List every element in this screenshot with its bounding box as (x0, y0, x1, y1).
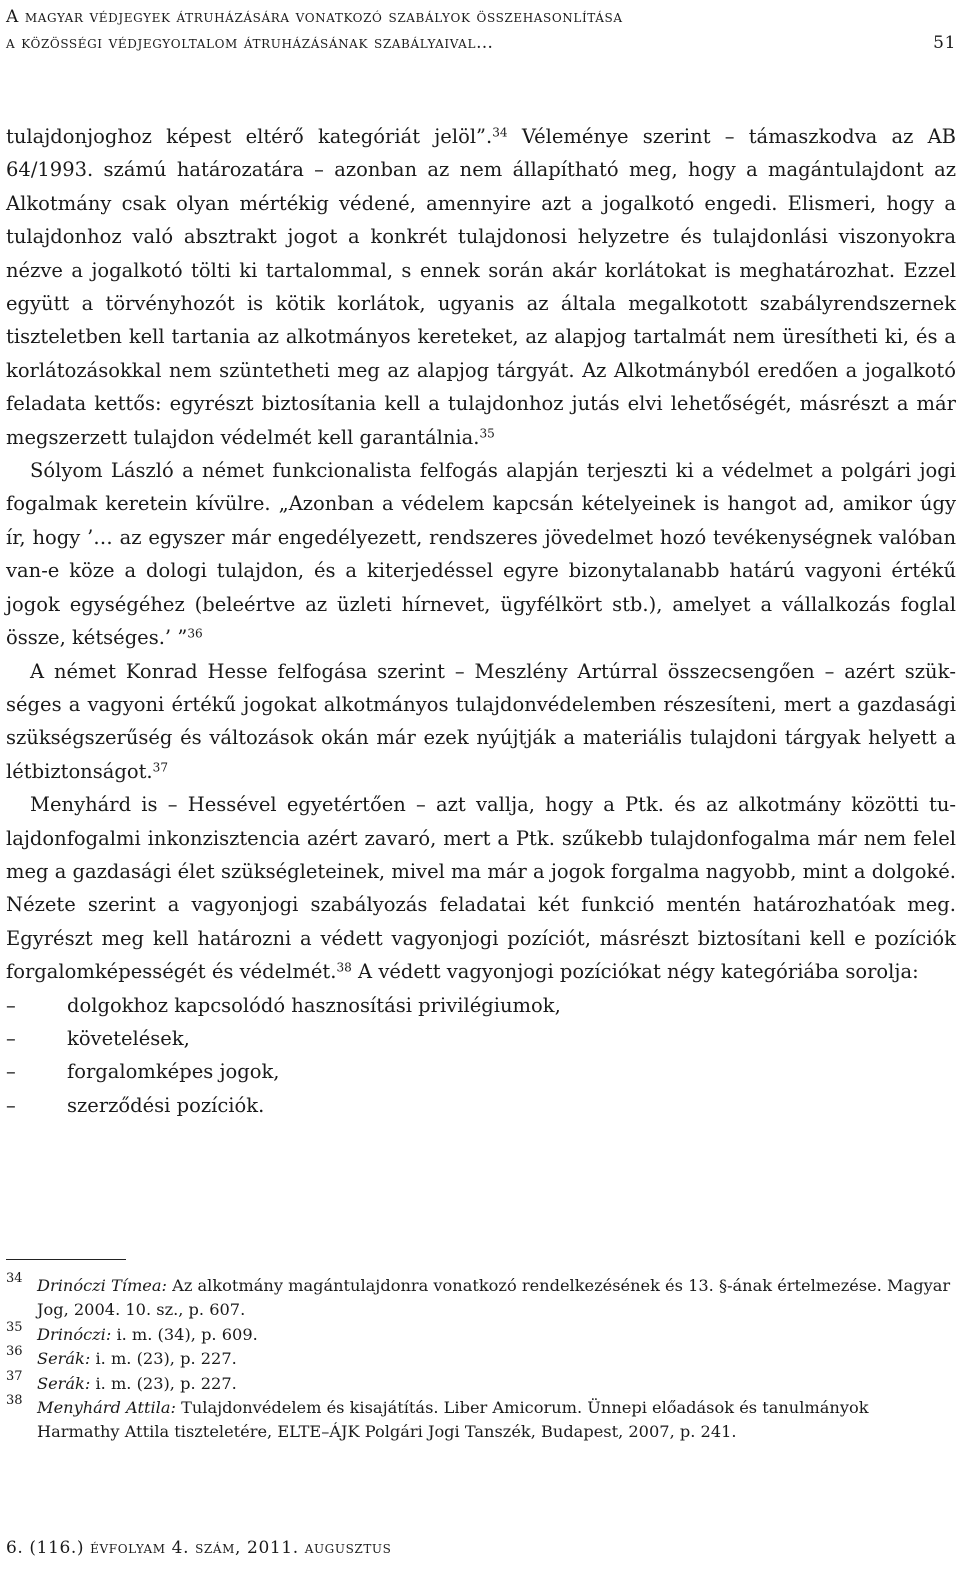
paragraph-1-text-b: Véleménye szerint – támaszkodva az AB 64/1993. számú határozatára – azonban az nem állapítható meg, hogy a magántulajdont az Alkotmány csak olyan mértékig védené, amennyire azt a jogalkotó engedi. Elismeri, hogy a tulajdonhoz való absztrakt jogot a konkrét tulajdonosi helyzetre és tulajdonlási viszonyokra nézve a jogalkotó tölti ki tartalommal, s ennek során akár korlátokat is meghatározhat. Ezzel együtt a törvényhozót is kötik korlátok, ugyanis az általa megalkotott szabályrendszernek tiszteletben kell tartania az alkotmányos kereteket, az alapjog tartalmát nem üresítheti ki, és a korlátozásokkal nem szüntetheti meg az alapjog tárgyát. Az Alkotmányból eredően a jogalkotó feladata kettős: egyrészt biztosítania kell a tulajdonhoz jutás elvi lehetőségét, másrészt a már megszerzett tulajdon védelmét kell garantálnia. (6, 125, 956, 449)
footnote-ref-35: 35 (479, 426, 495, 441)
paragraph-2 (6, 454, 956, 654)
footnote-author: Drinóczi: (37, 1324, 112, 1344)
footnotes (6, 1271, 956, 1445)
list-item (6, 1055, 956, 1088)
list-item (6, 989, 956, 1022)
footnote-ref-37: 37 (152, 760, 169, 775)
footnote-text: i. m. (23), p. 227. (90, 1349, 237, 1369)
footnote-text: Az alkotmány magántulajdonra vonatkozó rendelkezésének és 13. §-ának értelmezése. Magyar Jog, 2004. 10. sz., p. 607. (37, 1276, 951, 1320)
footnote-number: 35 (6, 1319, 23, 1335)
footnote-number: 38 (6, 1393, 23, 1409)
footnote-38 (6, 1393, 956, 1445)
page-number: 51 (933, 33, 956, 53)
footnote-author: Drinóczi Tímea: (37, 1276, 167, 1295)
paragraph-4-text-a: Menyhárd is – Hessével egyetértően – azt vallja, hogy a Ptk. és az alkotmány közötti tulajdonfogalmi inkonzisztencia azért zavaró, mert a Ptk. szűkebb tulajdonfogalma már nem felel meg a gazdasági élet szükségleteinek, mivel ma már a jogok forgalma nagyobb, mint a dolgoké. Nézete szerint a vagyonjogi szabályozás feladatai két funkció mentén határozhatóak meg. Egyrészt meg kell határozni a védett vagyonjogi pozíciót, másrészt biztosítani kell e pozíciók forgalomképességét és védelmét. (6, 793, 956, 984)
list-dash: – (6, 1060, 16, 1084)
footnote-text: Tulajdonvédelem és kisajátítás. Liber Amicorum. Ünnepi előadások és tanulmányok Harmathy Attila tiszteletére, ELTE–ÁJK Polgári Jogi Tanszék, Budapest, 2007, p. 241. (37, 1398, 869, 1442)
footnote-37 (6, 1368, 956, 1396)
footnote-author: Serák: (37, 1349, 91, 1369)
list-item-text: szerződési pozíciók. (67, 1093, 265, 1117)
paragraph-1-text-a: tulajdonjoghoz képest eltérő kategóriát jelöl”. (6, 125, 493, 148)
list-dash: – (6, 1093, 16, 1117)
footnote-36 (6, 1344, 956, 1371)
footnote-author: Menyhárd Attila: (37, 1398, 176, 1418)
paragraph-2-text: Sólyom László a német funkcionalista felfogás alapján terjeszti ki a védelmet a polgári jogi fogalmak keretein kívülre. „Azonban a védelem kapcsán kételyeinek is hangot ad, amikor úgy ír, hogy ’… az egyszer már engedélyezett, rendszeres jövedelmet hozó tevékenységnek valóban van-e köze a dologi tulajdon, és a kiterjedéssel egyre bizonytalanabb határú vagyoni értékű jogok egységéhez (beleértve az üzleti hírnevet, ügyfélkört stb.), amelyet a vállalkozás foglal össze, kétséges.’ ” (6, 459, 956, 650)
footnote-ref-34: 34 (492, 125, 508, 140)
category-list (6, 989, 956, 1123)
footnote-author: Serák: (37, 1373, 91, 1393)
footnote-34 (6, 1271, 956, 1323)
paragraph-1 (6, 120, 956, 454)
list-item (6, 1089, 956, 1122)
paragraph-3-text: A német Konrad Hesse felfogása szerint – Meszlény Artúrral összecsengően – azért szükséges a vagyoni értékű jogokat alkotmányos tulajdonvédelemben részesíteni, mert a gazdasági szükségszerűség és változások okán már ezek nyújtják a materiális tulajdoni tárgyak helyett a létbiztonságot. (6, 659, 956, 783)
list-item-text: követelések, (67, 1026, 190, 1050)
list-dash: – (6, 1026, 16, 1050)
footnote-text: i. m. (23), p. 227. (90, 1373, 237, 1393)
paragraph-3 (6, 655, 956, 789)
footnote-number: 36 (6, 1344, 23, 1360)
body-text (6, 120, 956, 1122)
running-footer: 6. (116.) évfolyam 4. szám, 2011. augusztus (6, 1538, 392, 1558)
header-title-line-2: a közösségi védjegyoltalom átruházásának szabályaival… (6, 33, 494, 53)
footnote-text: i. m. (34), p. 609. (111, 1324, 258, 1344)
running-header (6, 4, 956, 56)
list-dash: – (6, 993, 16, 1017)
footnote-number: 34 (6, 1271, 23, 1286)
footnote-number: 37 (6, 1368, 23, 1384)
footnote-ref-38: 38 (336, 960, 352, 975)
list-item (6, 1022, 956, 1055)
footnote-35 (6, 1319, 956, 1347)
paragraph-4 (6, 788, 956, 988)
footnote-ref-36: 36 (187, 626, 203, 641)
paragraph-4-text-b: A védett vagyonjogi pozíciókat négy kategóriába sorolja: (351, 960, 919, 984)
footnote-separator (6, 1259, 126, 1260)
list-item-text: forgalomképes jogok, (67, 1060, 280, 1084)
list-item-text: dolgokhoz kapcsolódó hasznosítási privilégiumok, (67, 993, 561, 1017)
header-title-line-1: A magyar védjegyek átruházására vonatkozó szabályok összehasonlítása (6, 7, 623, 27)
